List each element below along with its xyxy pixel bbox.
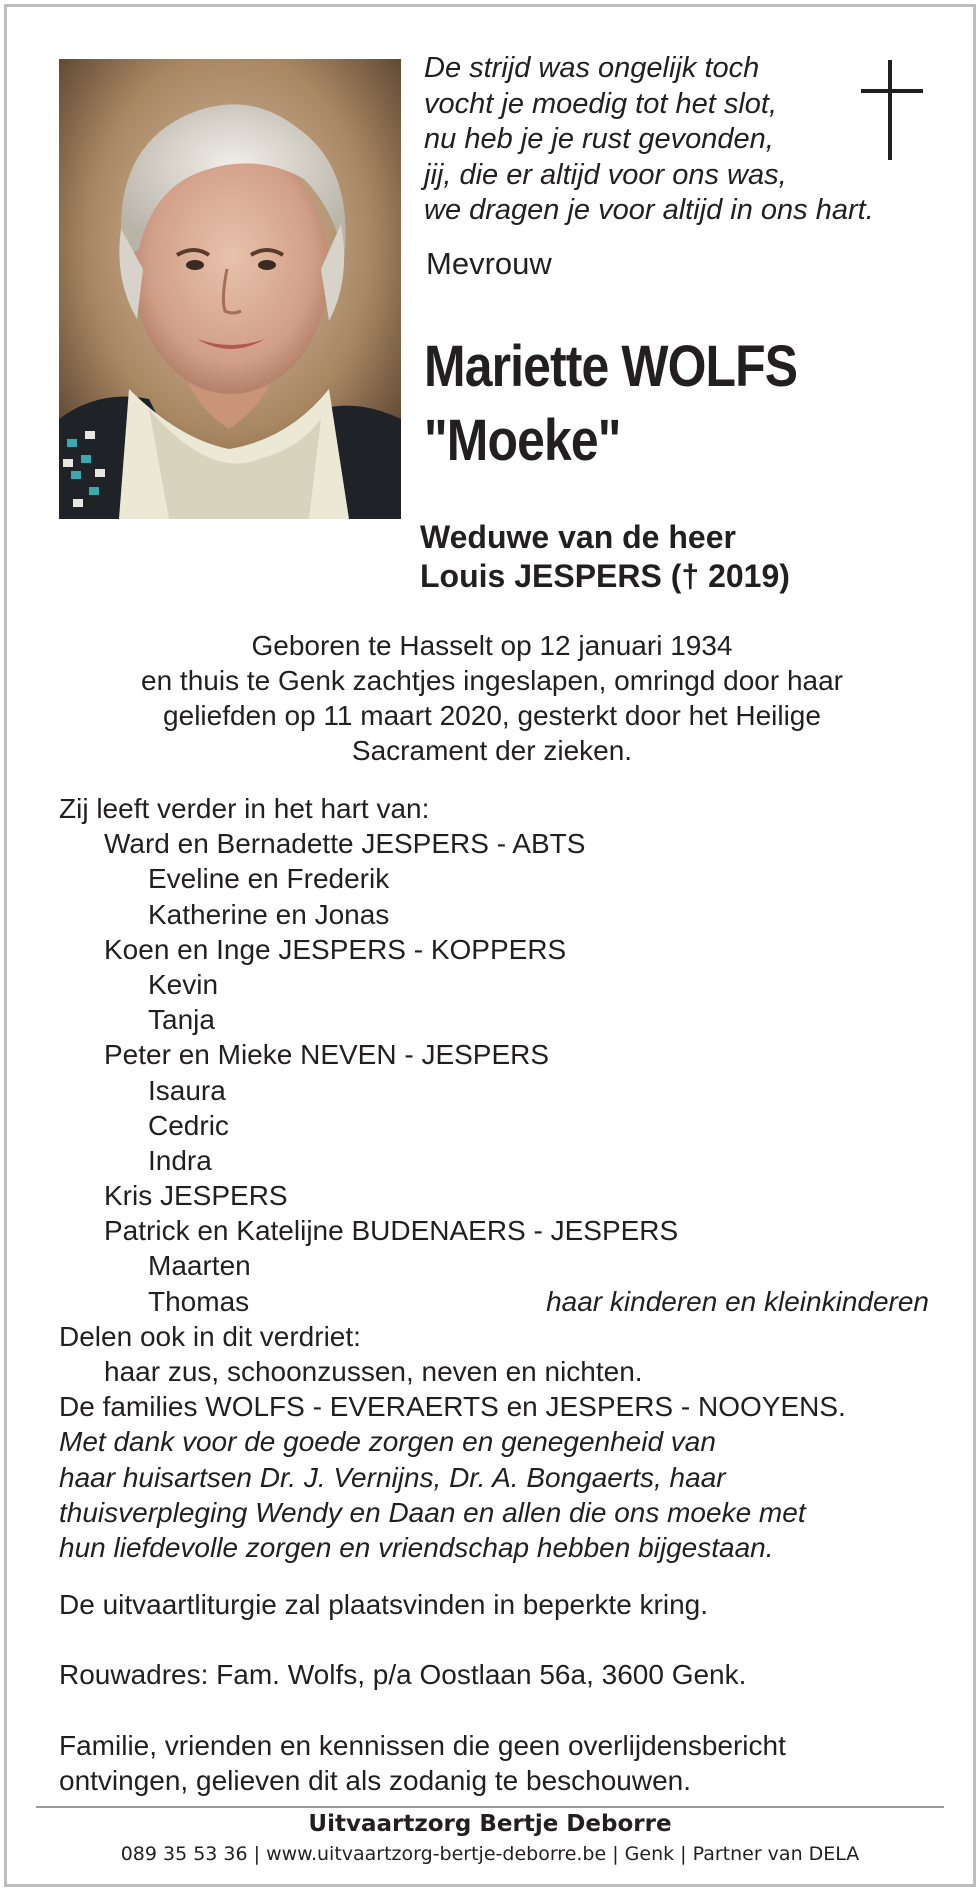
thanks-line: thuisverpleging Wendy en Daan en allen die ons moeke met	[59, 1496, 806, 1528]
grandchild: Maarten	[148, 1250, 251, 1282]
grandchild: Katherine en Jonas	[148, 898, 390, 930]
liturgy-notice: De uitvaartliturgie zal plaatsvinden in beperkte kring.	[59, 1589, 709, 1621]
share-line: haar zus, schoonzussen, neven en nichten.	[104, 1356, 643, 1387]
spouse-line: Louis JESPERS († 2019)	[420, 558, 790, 594]
grandchild: Tanja	[148, 1004, 215, 1036]
poem-line: vocht je moedig tot het slot,	[424, 87, 778, 120]
widow-line: Weduwe van de heer	[420, 519, 736, 555]
statement-line: Geboren te Hasselt op 12 januari 1934	[251, 630, 733, 661]
thanks-line: haar huisartsen Dr. J. Vernijns, Dr. A. Bongaerts, haar	[59, 1461, 726, 1493]
family-member: Peter en Mieke NEVEN - JESPERS	[104, 1039, 550, 1071]
family-intro: Zij leeft verder in het hart van:	[59, 793, 430, 824]
share-intro: Delen ook in dit verdriet:	[59, 1320, 361, 1352]
family-member: Ward en Bernadette JESPERS - ABTS	[104, 828, 586, 860]
closing-line: ontvingen, gelieven dit als zodanig te beschouwen.	[59, 1764, 691, 1796]
poem-line: nu heb je je rust gevonden,	[424, 123, 774, 155]
birth-death-statement	[59, 628, 925, 768]
funeral-home-contact: 089 35 53 36 | www.uitvaartzorg-bertje-deborre.be | Genk | Partner van DELA	[120, 1843, 860, 1865]
poem-line: De strijd was ongelijk toch	[424, 52, 760, 84]
thanks-paragraph	[59, 1424, 929, 1565]
footer-divider	[36, 1806, 944, 1808]
statement-line: geliefden op 11 maart 2020, gesterkt door het Heilige	[163, 700, 821, 731]
family-member: Koen en Inge JESPERS - KOPPERS	[104, 933, 567, 965]
grandchild: Thomas	[148, 1285, 250, 1317]
funeral-home-name: Uitvaartzorg Bertje Deborre	[308, 1811, 672, 1837]
thanks-line: Met dank voor de goede zorgen en genegenheid van	[59, 1426, 716, 1458]
family-section	[59, 791, 929, 1798]
statement-line: en thuis te Genk zachtjes ingeslapen, omringd door haar	[141, 665, 843, 696]
thanks-line: hun liefdevolle zorgen en vriendschap hebben bijgestaan.	[59, 1531, 774, 1563]
widow-of	[420, 518, 790, 596]
grandchild: Kevin	[148, 968, 219, 1000]
nickname-line: "Moeke"	[424, 408, 621, 473]
families-line: De families WOLFS - EVERAERTS en JESPERS - NOOYENS.	[59, 1391, 846, 1423]
deceased-name	[424, 330, 797, 478]
family-member: Kris JESPERS	[104, 1180, 288, 1212]
cross-icon	[861, 60, 923, 160]
grandchild: Cedric	[148, 1109, 229, 1141]
closing-line: Familie, vrienden en kennissen die geen overlijdensbericht	[59, 1729, 786, 1761]
portrait-photo	[59, 59, 401, 519]
poem-line: we dragen je voor altijd in ons hart.	[424, 194, 874, 226]
mourning-address: Rouwadres: Fam. Wolfs, p/a Oostlaan 56a, 3600 Genk.	[59, 1659, 747, 1691]
last-grandchild-row	[59, 1284, 929, 1319]
name-line: Mariette WOLFS	[424, 334, 798, 399]
statement-line: Sacrament der zieken.	[351, 735, 633, 766]
grandchild: Eveline en Frederik	[148, 863, 390, 895]
poem	[424, 51, 924, 229]
family-note: haar kinderen en kleinkinderen	[546, 1285, 929, 1317]
grandchild: Isaura	[148, 1074, 226, 1106]
poem-line: jij, die er altijd voor ons was,	[424, 158, 787, 191]
family-member: Patrick en Katelijne BUDENAERS - JESPERS	[104, 1215, 679, 1247]
honorific: Mevrouw	[426, 246, 552, 281]
grandchild: Indra	[148, 1144, 212, 1176]
